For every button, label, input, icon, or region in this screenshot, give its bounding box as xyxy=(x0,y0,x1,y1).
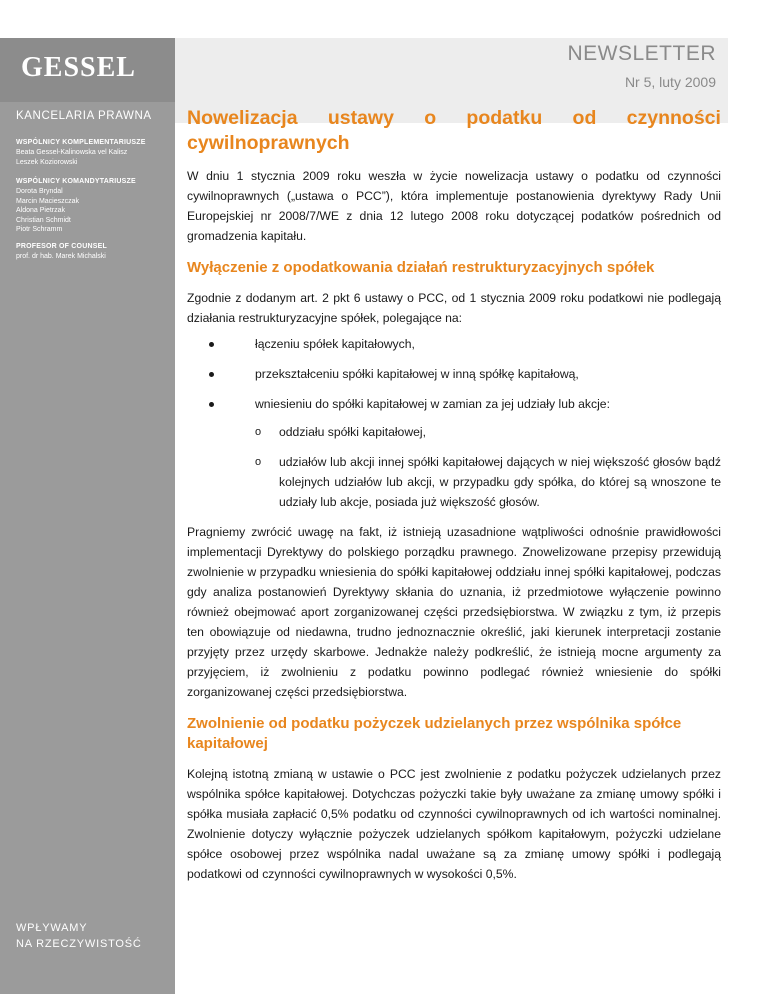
title-word: czynności xyxy=(626,107,721,129)
counsel-name: prof. dr hab. Marek Michalski xyxy=(16,253,106,260)
counsel-group xyxy=(16,242,171,262)
title-word: o xyxy=(424,107,437,129)
partners-group xyxy=(16,138,171,167)
intro-paragraph: W dniu 1 stycznia 2009 roku weszła w życie nowelizacja ustawy o podatku od czynności cywilnoprawnych („ustawa o PCC”), która implementuje postanowienia dyrektywy Rady Unii Europejskiej nr 2008/7/WE z dnia 12 lutego 2008 roku dotyczącej podatków pośrednich od gromadzenia kapitału. xyxy=(187,169,721,243)
title-word: Nowelizacja xyxy=(187,107,298,129)
logo: GESSEL xyxy=(21,52,136,83)
section1-lead: Zgodnie z dodanym art. 2 pkt 6 ustawy o PCC, od 1 stycznia 2009 roku podatkowi nie podlegają działania restrukturyzacyjne spółek, polegające na: xyxy=(187,291,721,325)
title-word: podatku xyxy=(466,107,543,129)
list-item xyxy=(187,364,721,384)
list-item-text: łączeniu spółek kapitałowych, xyxy=(255,337,415,351)
group-title: WSPÓLNICY KOMPLEMENTARIUSZE xyxy=(16,139,146,146)
partner-name: Marcin Macieszczak xyxy=(16,197,80,205)
tagline xyxy=(16,920,142,952)
circle-bullet-icon: o xyxy=(255,426,262,438)
list-item xyxy=(187,334,721,354)
bullet-icon xyxy=(209,372,214,377)
article xyxy=(187,106,721,884)
partner-name: Leszek Koziorowski xyxy=(16,158,78,166)
article-title xyxy=(187,106,721,156)
partner-name: Christian Schmidt xyxy=(16,216,71,224)
article-title-line1 xyxy=(187,106,721,131)
bullet-list xyxy=(187,334,721,512)
sidebar xyxy=(0,102,175,994)
title-word: ustawy xyxy=(327,107,394,129)
bullet-icon xyxy=(209,402,214,407)
sub-list-item xyxy=(255,422,721,442)
sub-list xyxy=(255,422,721,512)
section1-heading: Wyłączenie z opodatkowania działań restrukturyzacyjnych spółek xyxy=(187,259,655,276)
section2-heading: Zwolnienie od podatku pożyczek udzielanych przez wspólnika spółce kapitałowej xyxy=(187,715,682,752)
circle-bullet-icon: o xyxy=(255,456,262,468)
partner-name: Beata Gessel-Kalinowska vel Kalisz xyxy=(16,149,128,156)
partner-name: Piotr Schramm xyxy=(16,226,63,233)
bullet-icon xyxy=(209,342,214,347)
section1-paragraph: Pragniemy zwrócić uwagę na fakt, iż istnieją uzasadnione wątpliwości odnośnie prawidłowości implementacji Dyrektywy do polskiego porządku prawnego. Znowelizowane przepisy przewidują zwolnienie w przypadku wniesienia do spółki kapitałowej oddziału innej spółki kapitałowej, podczas gdy analiza postanowień Dyrektywy skłania do uznania, iż przedmiotowe wyłączenie powinno również obejmować aport zorganizowanej części przedsiębiorstwa. W związku z tym, iż przepis ten obowiązuje od niedawna, trudno jednoznacznie określić, jaki kierunek interpretacji zostanie przyjęty przez urzędy skarbowe. Jednakże należy podkreślić, że istnieją mocne argumenty za przyjęciem, iż zwolnieniu z podatku powinno podlegać również wniesienie do spółki zorganizowanej części przedsiębiorstwa. xyxy=(187,525,721,699)
sub-list-item-text: oddziału spółki kapitałowej, xyxy=(279,425,427,439)
sub-list-item xyxy=(255,452,721,512)
newsletter-title: NEWSLETTER xyxy=(567,42,716,65)
partner-name: Dorota Bryndal xyxy=(16,188,63,195)
tagline-line: WPŁYWAMY xyxy=(16,922,88,934)
title-word: od xyxy=(572,107,597,129)
article-title-line2: cywilnoprawnych xyxy=(187,132,350,154)
list-item xyxy=(187,394,721,512)
limited-partners-group xyxy=(16,177,171,235)
list-item-text: wniesieniu do spółki kapitałowej w zamian za jej udziały lub akcje: xyxy=(255,397,610,411)
sub-list-item-text: udziałów lub akcji innej spółki kapitałowej dających w niej większość głosów bądź kolejnych udziałów lub akcji, w przypadku gdy spółka, do której są wnoszone te udziały lub akcje, posiada już większość głosów. xyxy=(279,455,721,509)
section2-paragraph: Kolejną istotną zmianą w ustawie o PCC jest zwolnienie z podatku pożyczek udzielanych przez wspólnika spółce kapitałowej. Dotychczas pożyczki takie były uważane za zmianę umowy spółki i spółka musiała zapłacić 0,5% podatku od czynności cywilnoprawnych od ich wartości nominalnej. Zwolnienie dotyczy wyłącznie pożyczek udzielanych spółkom kapitałowym, pożyczki udzielane spółce osobowej przez wspólnika nadal uważane są za zmianę umowy spółki i podlegają podatkowi od czynności cywilnoprawnych w wysokości 0,5%. xyxy=(187,767,721,881)
group-title: WSPÓLNICY KOMANDYTARIUSZE xyxy=(16,178,136,185)
partner-name: Aldona Pietrzak xyxy=(16,207,66,214)
newsletter-issue: Nr 5, luty 2009 xyxy=(624,74,716,90)
firm-type: KANCELARIA PRAWNA xyxy=(16,110,152,122)
tagline-line: NA RZECZYWISTOŚĆ xyxy=(16,938,142,950)
group-title: PROFESOR OF COUNSEL xyxy=(16,243,107,250)
list-item-text: przekształceniu spółki kapitałowej w inną spółkę kapitałową, xyxy=(255,367,579,381)
